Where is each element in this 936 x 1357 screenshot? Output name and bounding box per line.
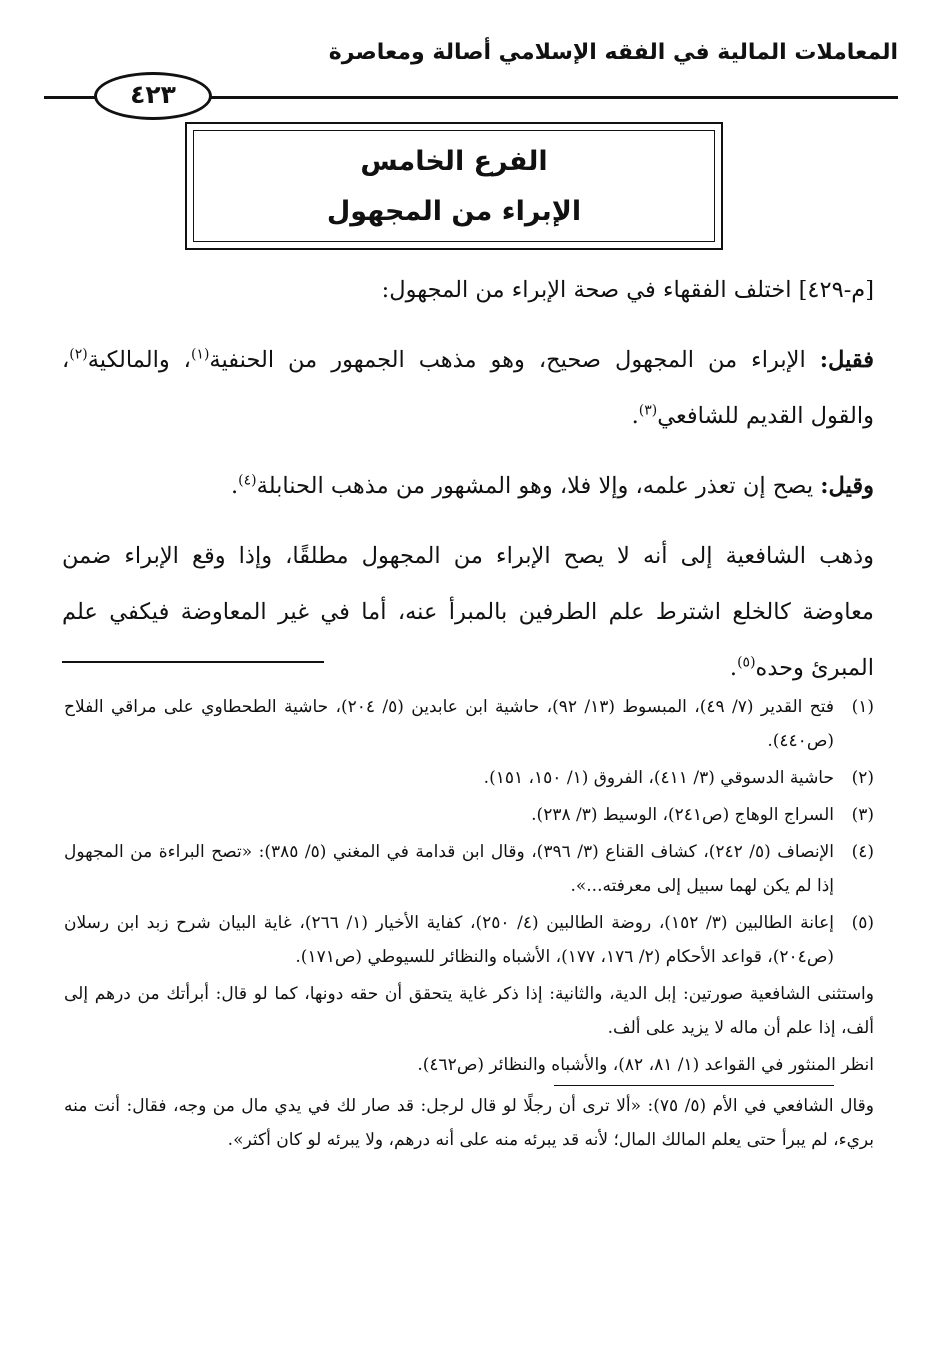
text-run: ، والقول القديم للشافعي [62, 347, 874, 429]
footnote-text: السراج الوهاج (ص٢٤١)، الوسيط (٣/ ٢٣٨). [531, 805, 834, 825]
text-run: ، والمالكية [87, 347, 191, 373]
note-separator [554, 1085, 834, 1086]
paragraph-1: [م-٤٢٩] اختلف الفقهاء في صحة الإبراء من المجهول: [381, 277, 874, 303]
footnote-1 [64, 690, 874, 758]
text-run: يصح إن تعذر علمه، وإلا فلا، وهو المشهور من مذهب الحنابلة [256, 473, 821, 499]
footnote-ref-5: (٥) [737, 654, 756, 671]
page-number: ٤٢٣ [94, 72, 212, 120]
footnote-number: (٤) [851, 842, 874, 862]
footnote-ref-2: (٢) [69, 346, 88, 363]
footnote-number: (١) [851, 697, 874, 717]
footnote-text: حاشية الدسوقي (٣/ ٤١١)، الفروق (١/ ١٥٠، ١٥١). [483, 768, 834, 788]
paragraph-lead: وقيل: [820, 473, 874, 499]
paragraph-2 [62, 332, 874, 444]
footnote-ref-4: (٤) [238, 472, 257, 489]
footnote-4 [64, 835, 874, 903]
footnote-5 [64, 906, 874, 974]
footnote-text: إعانة الطالبين (٣/ ١٥٢)، روضة الطالبين (٤/ ٢٥٠)، كفاية الأخيار (١/ ٢٦٦)، غاية البيان شرح زبد ابن رسلان (ص٢٠٤)، قواعد الأحكام (٢/ ١٧٦، ١٧٧)، الأشباه والنظائر للسيوطي (ص١٧١). [64, 913, 834, 967]
footnote-3 [64, 798, 874, 832]
section-subheading: الإبراء من المجهول [326, 196, 582, 227]
text-run: . [631, 403, 639, 429]
text-run: الإبراء من المجهول صحيح، وهو مذهب الجمهور من الحنفية [209, 347, 820, 373]
footnote-number: (٢) [851, 768, 874, 788]
footnote-note-3: وقال الشافعي في الأم (٥/ ٧٥): «ألا ترى أن رجلًا لو قال لرجل: قد صار لك في يدي مال من وجه، فقال: أنت منه بريء، لم يبرأ حتى يعلم المالك المال؛ لأنه قد يبرئه منه على أنه درهم، ولا يبرئه لو كان أكثر». [64, 1096, 874, 1150]
text-run: . [231, 473, 239, 499]
footnote-2 [64, 761, 874, 795]
footnotes [64, 690, 874, 1160]
footnote-text: الإنصاف (٥/ ٢٤٢)، كشاف القناع (٣/ ٣٩٦)، وقال ابن قدامة في المغني (٥/ ٣٨٥): «تصح البراءة من المجهول إذا لم يكن لهما سبيل إلى معرفته...». [64, 842, 834, 896]
text-run: . [729, 655, 738, 681]
text-run: وذهب الشافعية إلى أنه لا يصح الإبراء من المجهول مطلقًا، وإذا وقع الإبراء ضمن معاوضة كالخلع اشترط علم الطرفين بالمبرأ عنه، أما في غير المعاوضة فيكفي علم المبرئ وحده [62, 543, 874, 681]
book-title: المعاملات المالية في الفقه الإسلامي أصالة ومعاصرة [328, 40, 898, 65]
section-title-box [185, 122, 723, 250]
footnote-separator [62, 661, 324, 663]
footnote-number: (٣) [851, 805, 874, 825]
footnote-note-2: انظر المنثور في القواعد (١/ ٨١، ٨٢)، والأشباه والنظائر (ص٤٦٢). [417, 1055, 874, 1075]
footnote-note-1: واستثنى الشافعية صورتين: إبل الدية، والثانية: إذا ذكر غاية يتحقق أن حقه دونها، كما لو قال: أبرأتك من درهم إلى ألف، إذا علم أن ماله لا يزيد على ألف. [64, 984, 874, 1038]
section-heading: الفرع الخامس [360, 146, 548, 177]
footnote-number: (٥) [851, 913, 874, 933]
main-text [62, 262, 874, 710]
footnote-ref-3: (٣) [638, 402, 658, 419]
paragraph-4 [62, 528, 874, 696]
paragraph-lead: فقيل: [819, 347, 874, 373]
paragraph-3 [62, 458, 874, 514]
footnote-text: فتح القدير (٧/ ٤٩)، المبسوط (١٣/ ٩٢)، حاشية ابن عابدين (٥/ ٢٠٤)، حاشية الطحطاوي على مراقي الفلاح (ص٤٤٠). [64, 697, 834, 751]
running-header [44, 28, 898, 109]
footnote-ref-1: (١) [190, 346, 210, 363]
